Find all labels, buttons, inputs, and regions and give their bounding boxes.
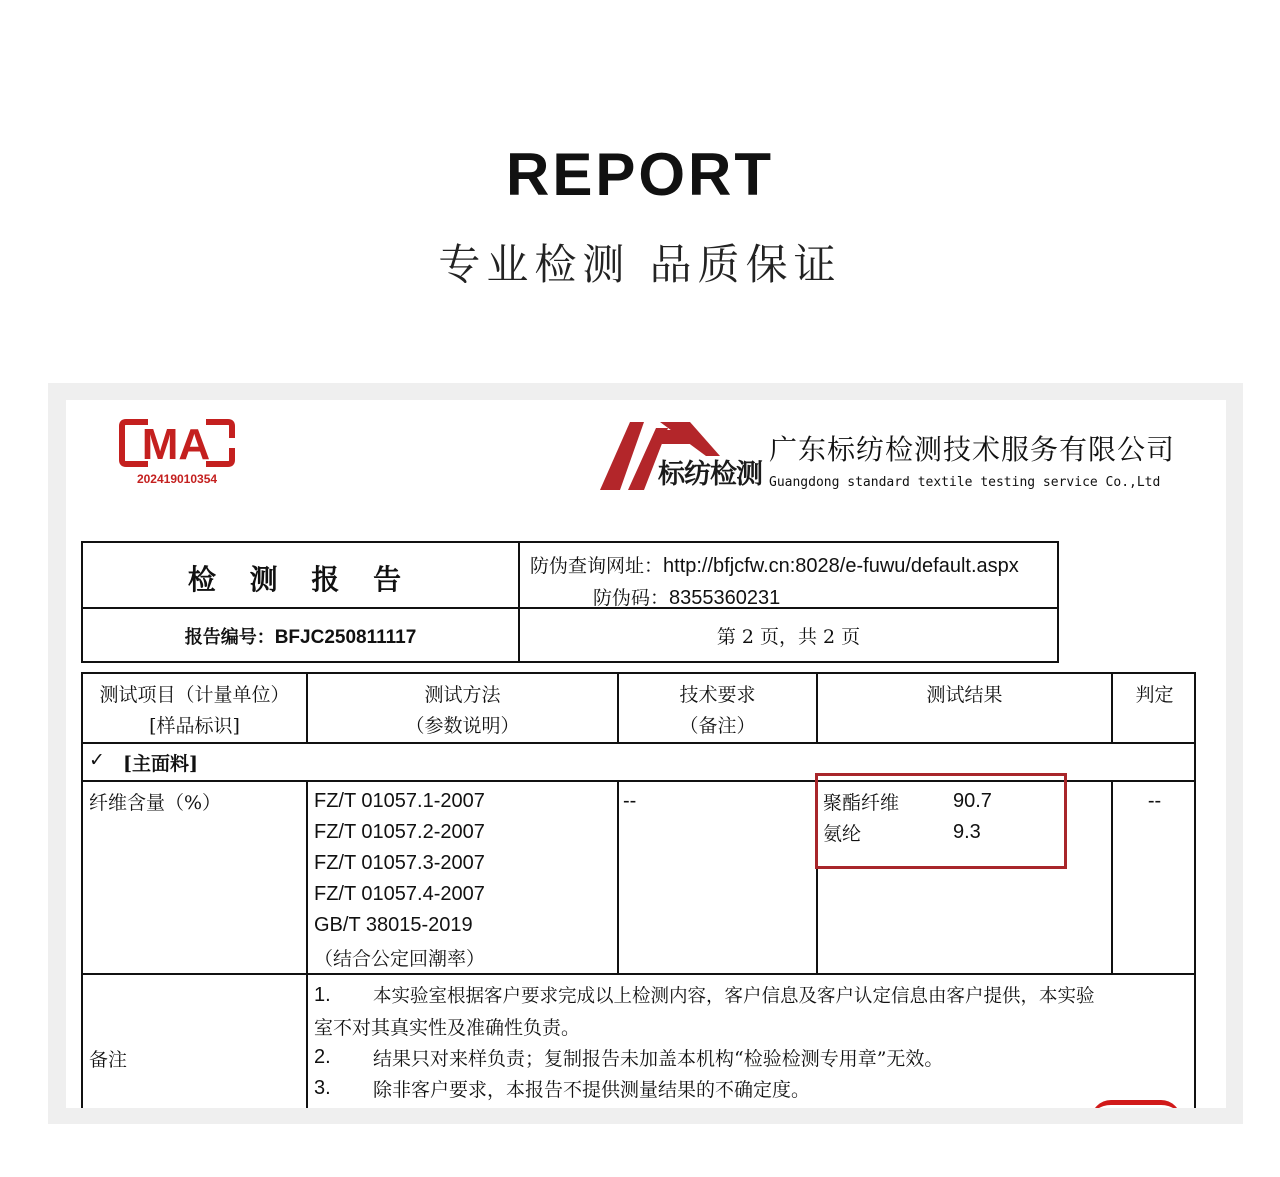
note-number: 2. (314, 1046, 331, 1068)
method-line: FZ/T 01057.2-2007 (314, 821, 485, 843)
hero-subtitle: 专业检测 品质保证 (438, 240, 842, 289)
report-number-value: BFJC250811117 (274, 627, 417, 648)
header-item-sub: [样品标识] (149, 715, 240, 737)
report-document (66, 400, 1226, 1108)
header-item: 测试项目（计量单位） (99, 684, 290, 706)
result-value: 90.7 (953, 790, 992, 812)
section-label: [主面料] (123, 753, 198, 775)
report-number-label: 报告编号： (184, 627, 275, 648)
page-indicator: 第 2 页，共 2 页 (716, 626, 861, 648)
cma-letters: MA (141, 420, 211, 469)
results-table (81, 672, 1196, 1108)
report-number (83, 623, 518, 649)
notes-label: 备注 (89, 1049, 128, 1071)
header-requirement: 技术要求 (679, 684, 756, 706)
method-line: FZ/T 01057.1-2007 (314, 790, 485, 812)
header-method: 测试方法 (424, 684, 501, 706)
cma-number: 202419010354 (136, 472, 218, 486)
header-divider-horizontal (83, 607, 1057, 609)
header-method-sub: （参数说明） (405, 715, 520, 737)
header-result: 测试结果 (926, 684, 1003, 706)
note-text: 除非客户要求，本报告不提供测量结果的不确定度。 (373, 1079, 811, 1101)
company-name-en: Guangdong standard textile testing service Co.,Ltd (769, 475, 1161, 490)
result-name: 聚酯纤维 (823, 792, 900, 814)
note-number: 1. (314, 984, 331, 1006)
judge-value: -- (1147, 790, 1162, 812)
row-divider (83, 973, 1194, 975)
company-logo-text: 标纺检测 (658, 459, 762, 490)
method-line: FZ/T 01057.3-2007 (314, 852, 485, 874)
verification-url-label: 防伪查询网址： (530, 555, 664, 577)
company-name-cn: 广东标纺检测技术服务有限公司 (769, 433, 1176, 466)
result-highlight-box (815, 773, 1067, 869)
cma-logo-icon (118, 414, 236, 472)
test-item: 纤维含量（%） (89, 792, 222, 814)
stamp-edge (1091, 1100, 1181, 1108)
verification-code-value: 8355360231 (669, 587, 781, 609)
verification-url (530, 551, 1019, 578)
row-divider (83, 742, 1194, 744)
note-number: 3. (314, 1077, 331, 1099)
verification-code (593, 583, 780, 610)
result-name: 氨纶 (823, 823, 862, 845)
col-divider (617, 782, 619, 975)
verification-code-label: 防伪码： (593, 587, 670, 609)
report-header-table (81, 541, 1059, 663)
report-title: 检 测 报 告 (187, 563, 414, 596)
requirement-value: -- (623, 790, 637, 812)
result-value: 9.3 (953, 821, 981, 843)
note-text-cont: 室不对其真实性及准确性负责。 (314, 1017, 581, 1039)
cma-logo (118, 414, 236, 488)
section-check-icon: ✓ (89, 749, 105, 771)
note-text: 结果只对来样负责；复制报告未加盖本机构“检验检测专用章”无效。 (373, 1048, 944, 1070)
method-line: GB/T 38015-2019 (314, 914, 473, 936)
verification-url-value[interactable]: http://bfjcfw.cn:8028/e-fuwu/default.aspx (663, 555, 1019, 577)
header-requirement-sub: （备注） (679, 715, 756, 737)
header-judge: 判定 (1135, 684, 1174, 706)
method-line: FZ/T 01057.4-2007 (314, 883, 485, 905)
method-note: （结合公定回潮率） (314, 948, 486, 970)
col-divider (306, 782, 308, 1108)
note-text: 本实验室根据客户要求完成以上检测内容，客户信息及客户认定信息由客户提供，本实验 (373, 986, 1095, 1007)
hero-title: REPORT (505, 141, 775, 208)
